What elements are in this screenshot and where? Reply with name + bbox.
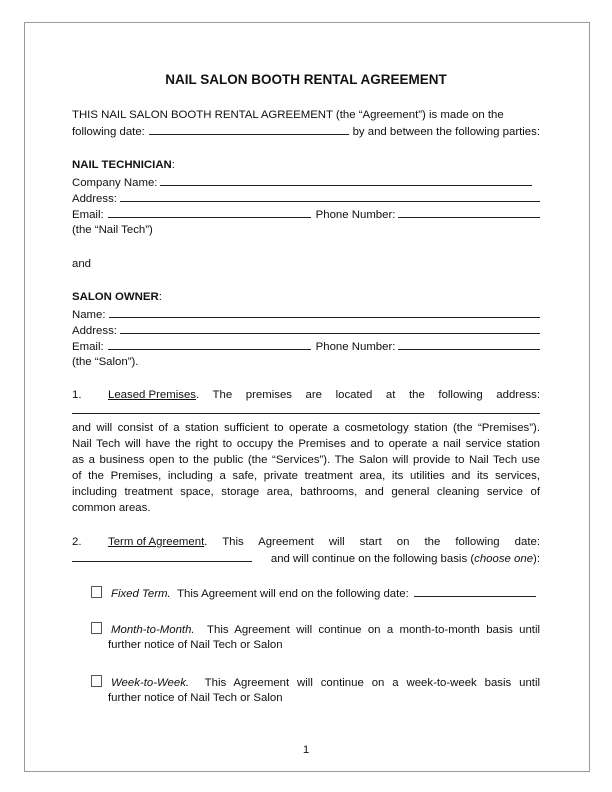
section-number: 2. <box>72 536 82 548</box>
label: Email: <box>72 209 104 221</box>
section-title: Leased Premises <box>108 389 197 401</box>
date-label: following date: <box>72 126 145 138</box>
option-week-to-week <box>91 674 540 690</box>
tech-address-row <box>72 190 540 206</box>
label: Phone Number: <box>315 341 396 353</box>
page-number: 1 <box>302 744 310 756</box>
company-name-field[interactable] <box>160 174 532 186</box>
owner-name-row <box>72 306 540 322</box>
tech-address-field[interactable] <box>120 190 540 202</box>
nail-tech-heading <box>72 157 540 173</box>
section-lead: . This Agreement will start on the following date: <box>204 536 540 548</box>
label: Company Name: <box>72 177 158 189</box>
owner-address-row <box>72 322 540 338</box>
tech-email-row <box>72 206 540 222</box>
section-1-text: as a business open to the public (the “Services”). The Salon will provide to Nail Tech use <box>72 454 540 466</box>
tech-email-field[interactable] <box>108 206 311 218</box>
option-text-cont: further notice of Nail Tech or Salon <box>108 639 283 651</box>
label: Name: <box>72 309 106 321</box>
intro-line-1: THIS NAIL SALON BOOTH RENTAL AGREEMENT (the “Agreement”) is made on the <box>72 109 504 121</box>
tech-phone-field[interactable] <box>398 206 540 218</box>
option-month-to-month <box>91 621 540 637</box>
section-2-heading <box>72 534 540 550</box>
owner-name-field[interactable] <box>109 306 540 318</box>
agreement-date-field[interactable] <box>149 123 349 135</box>
option-text: This Agreement will end on the following date: <box>177 588 409 600</box>
checkbox[interactable] <box>91 675 102 687</box>
section-1-text: of the Premises, including a safe, private treatment area, its utilities and its services, <box>72 470 540 482</box>
option-text: This Agreement will continue on a month-to-month basis until <box>207 624 541 636</box>
option-label: Month-to-Month. <box>111 624 195 636</box>
heading-text: NAIL TECHNICIAN <box>72 159 172 171</box>
label: Phone Number: <box>315 209 396 221</box>
section-1-text: and will consist of a station sufficient to operate a cosmetology station (the “Premises”). <box>72 422 540 434</box>
start-date-row <box>72 550 540 566</box>
section-lead: . The premises are located at the following address: <box>196 389 540 401</box>
option-text-cont: further notice of Nail Tech or Salon <box>108 692 283 704</box>
salon-alias: (the “Salon”). <box>72 356 139 368</box>
text: and will continue on the following basis ( <box>270 553 475 565</box>
option-line <box>111 675 540 691</box>
owner-email-row <box>72 338 540 354</box>
colon: : <box>171 159 175 171</box>
end-date-field[interactable] <box>414 585 536 597</box>
intro-line-2 <box>72 123 540 139</box>
section-1-text: including treatment space, storage area, bathrooms, and general cleaning service of <box>72 486 540 498</box>
label: Address: <box>72 325 117 337</box>
section-title: Term of Agreement <box>108 536 205 548</box>
section-1-text: Nail Tech will have the right to occupy the Premises and to operate a nail service station <box>72 438 540 450</box>
start-date-field[interactable] <box>72 550 252 562</box>
heading-text: SALON OWNER <box>72 291 159 303</box>
option-fixed-term <box>91 585 536 601</box>
parties-text: by and between the following parties: <box>352 126 540 138</box>
checkbox[interactable] <box>91 622 102 634</box>
and-text: and <box>72 258 92 270</box>
label: Email: <box>72 341 104 353</box>
option-label: Fixed Term. <box>111 588 171 600</box>
text: ): <box>533 553 540 565</box>
section-1-heading <box>72 387 540 403</box>
owner-phone-field[interactable] <box>398 338 540 350</box>
option-line <box>111 622 540 638</box>
basis-text <box>256 551 540 567</box>
company-name-row <box>72 174 532 190</box>
text: choose one <box>474 553 534 565</box>
owner-address-field[interactable] <box>120 322 540 334</box>
salon-owner-heading <box>72 289 540 305</box>
owner-email-field[interactable] <box>108 338 311 350</box>
premises-address-row <box>72 402 540 418</box>
document-title: NAIL SALON BOOTH RENTAL AGREEMENT <box>165 72 447 87</box>
section-1-text: common areas. <box>72 502 151 514</box>
colon: : <box>158 291 162 303</box>
option-label: Week-to-Week. <box>111 677 190 689</box>
section-number: 1. <box>72 389 82 401</box>
premises-address-field[interactable] <box>72 402 540 414</box>
checkbox[interactable] <box>91 586 102 598</box>
option-text: This Agreement will continue on a week-to-week basis until <box>204 677 541 689</box>
label: Address: <box>72 193 117 205</box>
nail-tech-alias: (the “Nail Tech”) <box>72 224 153 236</box>
